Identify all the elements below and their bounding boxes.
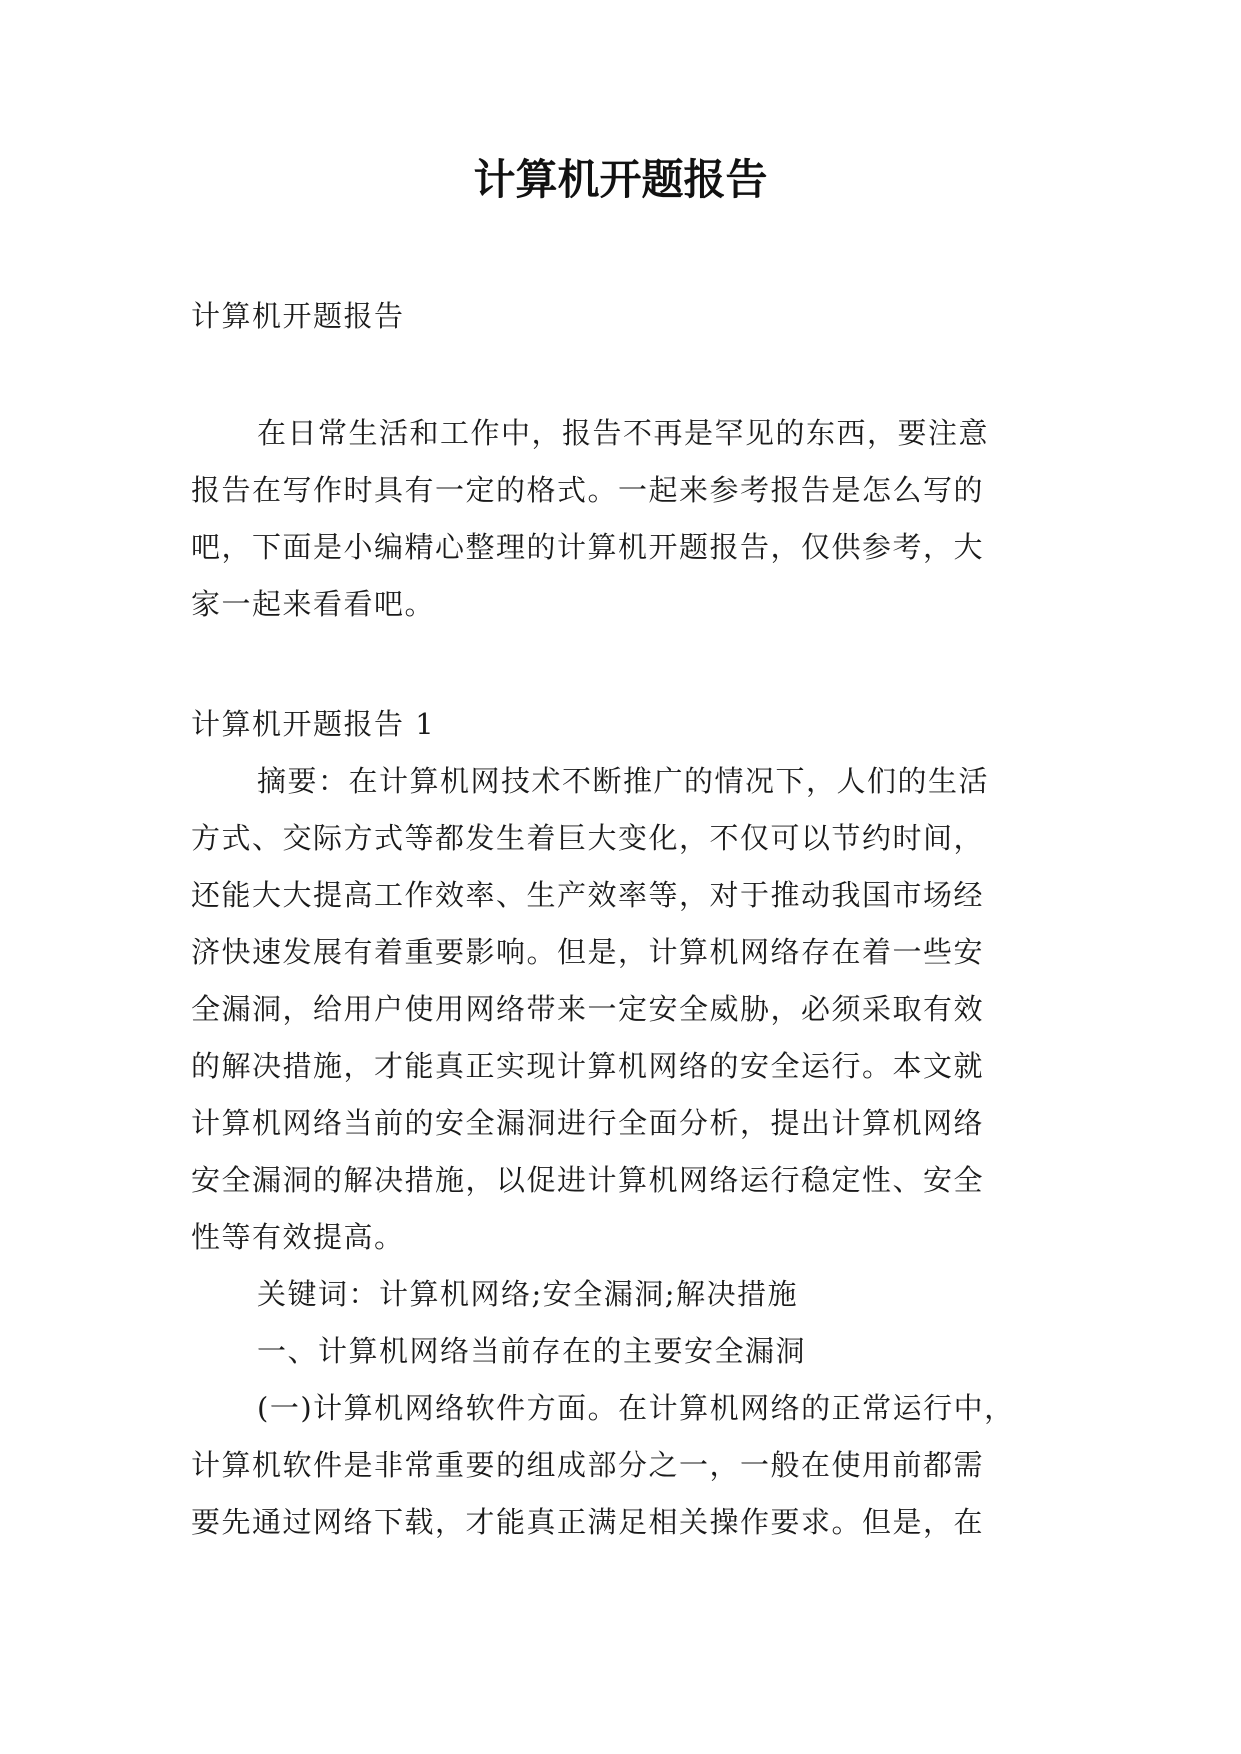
report-section-1 — [191, 696, 1053, 1551]
document-title: 计算机开题报告 — [473, 155, 768, 204]
intro-line: 家一起来看看吧。 — [191, 587, 436, 621]
abstract-line: 摘要：在计算机网技术不断推广的情况下，人们的生活 — [257, 764, 990, 798]
paragraph-line: (一)计算机网络软件方面。在计算机网络的正常运行中， — [257, 1391, 1015, 1425]
abstract-line: 济快速发展有着重要影响。但是，计算机网络存在着一些安 — [191, 935, 985, 969]
abstract-line: 性等有效提高。 — [191, 1220, 405, 1254]
section-heading: 计算机开题报告 1 — [191, 707, 436, 741]
abstract-line: 全漏洞，给用户使用网络带来一定安全威胁，必须采取有效 — [191, 992, 985, 1026]
abstract-line: 的解决措施，才能真正实现计算机网络的安全运行。本文就 — [191, 1049, 985, 1083]
paragraph-line: 要先通过网络下载，才能真正满足相关操作要求。但是，在 — [191, 1505, 985, 1539]
heading-one: 一、计算机网络当前存在的主要安全漏洞 — [257, 1334, 807, 1368]
intro-line: 报告在写作时具有一定的格式。一起来参考报告是怎么写的 — [191, 473, 985, 507]
intro-paragraph — [191, 405, 1053, 633]
paragraph-line: 计算机软件是非常重要的组成部分之一，一般在使用前都需 — [191, 1448, 985, 1482]
document-subtitle: 计算机开题报告 — [191, 299, 405, 333]
intro-line: 吧，下面是小编精心整理的计算机开题报告，仅供参考，大 — [191, 530, 985, 564]
intro-line: 在日常生活和工作中，报告不再是罕见的东西，要注意 — [257, 416, 990, 450]
abstract-line: 还能大大提高工作效率、生产效率等，对于推动我国市场经 — [191, 878, 985, 912]
abstract-line: 计算机网络当前的安全漏洞进行全面分析，提出计算机网络 — [191, 1106, 985, 1140]
keywords-line: 关键词：计算机网络;安全漏洞;解决措施 — [257, 1277, 799, 1311]
abstract-line: 方式、交际方式等都发生着巨大变化，不仅可以节约时间， — [191, 821, 985, 855]
abstract-line: 安全漏洞的解决措施，以促进计算机网络运行稳定性、安全 — [191, 1163, 985, 1197]
